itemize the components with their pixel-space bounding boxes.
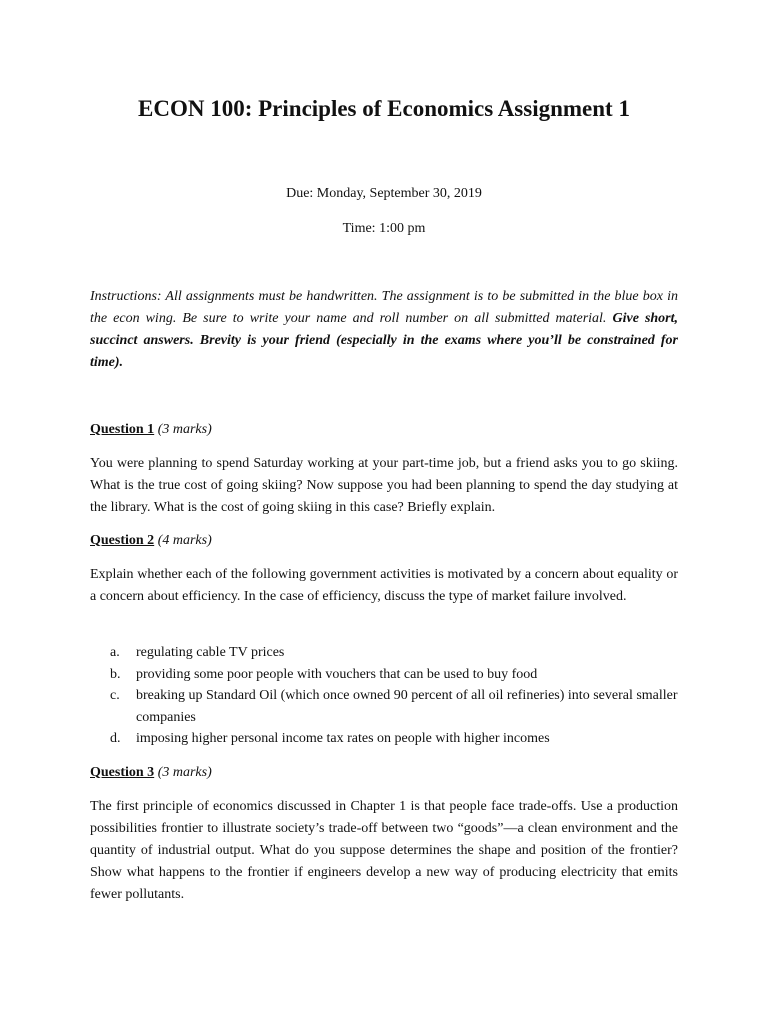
question-3-marks: (3 marks)	[157, 765, 212, 780]
list-item	[110, 664, 678, 686]
list-item	[110, 728, 678, 750]
due-time: Time: 1:00 pm	[342, 221, 426, 236]
question-2-body: Explain whether each of the following government activities is motivated by a concern about equality or a concern about efficiency. In the case of efficiency, discuss the type of market failure involved.	[90, 567, 678, 604]
question-1-label: Question 1	[90, 422, 155, 437]
list-marker: d.	[110, 731, 121, 746]
list-item-text: imposing higher personal income tax rates on people with higher incomes	[136, 731, 550, 746]
question-2-marks: (4 marks)	[157, 533, 212, 548]
instructions-text: Instructions: All assignments must be handwritten. The assignment is to be submitted in the blue box in the econ wing. Be sure to write your name and roll number on all submitted material.	[90, 289, 678, 326]
due-date: Due: Monday, September 30, 2019	[286, 186, 482, 201]
question-3-heading	[90, 762, 212, 784]
question-1-body: You were planning to spend Saturday working at your part-time job, but a friend asks you to go skiing. What is the true cost of going skiing? Now suppose you had been planning to spend the day studying at the library. What is the cost of going skiing in this case? Briefly explain.	[90, 456, 678, 515]
list-item-text: regulating cable TV prices	[136, 645, 285, 660]
document-title: ECON 100: Principles of Economics Assignment 1	[138, 96, 630, 121]
question-3-label: Question 3	[90, 765, 155, 780]
instructions-emphasis: Give short, succinct answers. Brevity is your friend (especially in the exams where you’ll be constrained for time).	[90, 311, 679, 370]
list-item-text: breaking up Standard Oil (which once owned 90 percent of all oil refineries) into several smaller companies	[136, 688, 678, 725]
list-marker: b.	[110, 666, 121, 682]
instructions	[90, 286, 678, 374]
list-item	[110, 642, 678, 664]
question-1-heading	[90, 419, 212, 441]
question-2-list	[110, 642, 678, 750]
list-marker: c.	[110, 688, 120, 703]
question-2-label: Question 2	[90, 533, 155, 548]
list-item-text: providing some poor people with vouchers that can be used to buy food	[136, 666, 538, 682]
list-marker: a.	[110, 645, 120, 660]
question-2-heading	[90, 530, 212, 552]
question-1-marks: (3 marks)	[157, 422, 212, 437]
list-item	[110, 685, 678, 728]
question-3-body: The first principle of economics discussed in Chapter 1 is that people face trade-offs. Use a production possibilities frontier to illustrate society’s trade-off between two “goods”—a clean environment and the quantity of industrial output. What do you suppose determines the shape and position of the frontier? Show what happens to the frontier if engineers develop a new way of producing electricity that emits fewer pollutants.	[90, 799, 678, 902]
